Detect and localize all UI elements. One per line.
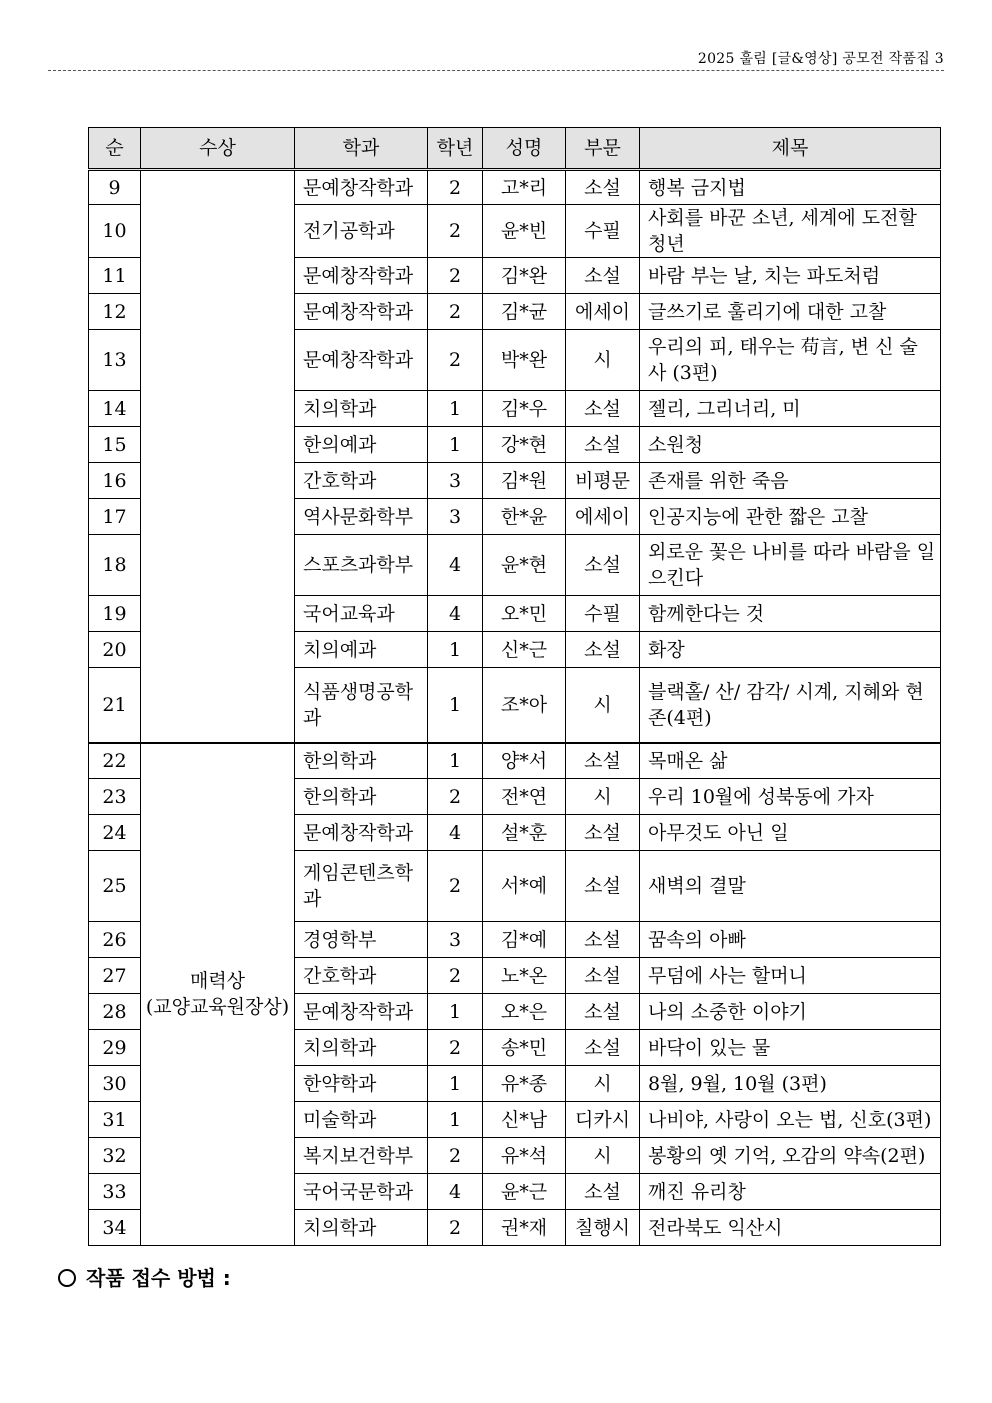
submission-method-heading — [58, 1262, 231, 1291]
cell-grade: 2 — [428, 294, 483, 330]
cell-dept: 게임콘텐츠학과 — [295, 851, 428, 922]
cell-title: 블랙홀/ 산/ 감각/ 시계, 지혜와 현존(4편) — [640, 668, 941, 743]
award-name: 매력상 — [189, 970, 246, 993]
cell-grade: 4 — [428, 815, 483, 851]
cell-genre: 소설 — [566, 958, 640, 994]
cell-grade: 1 — [428, 427, 483, 463]
cell-no: 21 — [89, 668, 141, 743]
cell-genre: 소설 — [566, 1030, 640, 1066]
cell-title: 우리 10월에 성북동에 가자 — [640, 779, 941, 815]
cell-name: 전*연 — [483, 779, 566, 815]
cell-name: 김*완 — [483, 258, 566, 294]
cell-name: 조*아 — [483, 668, 566, 743]
cell-grade: 2 — [428, 330, 483, 391]
cell-grade: 2 — [428, 258, 483, 294]
cell-title: 나의 소중한 이야기 — [640, 994, 941, 1030]
cell-no: 9 — [89, 170, 141, 205]
cell-no: 31 — [89, 1102, 141, 1138]
cell-title: 인공지능에 관한 짧은 고찰 — [640, 499, 941, 535]
cell-no: 29 — [89, 1030, 141, 1066]
cell-dept: 한약학과 — [295, 1066, 428, 1102]
cell-title: 행복 금지법 — [640, 170, 941, 205]
col-header-genre: 부문 — [566, 128, 640, 170]
cell-no: 30 — [89, 1066, 141, 1102]
cell-no: 34 — [89, 1210, 141, 1246]
cell-no: 28 — [89, 994, 141, 1030]
award-cell-group1 — [141, 170, 295, 743]
header-text: 2025 훌림 [글&영상] 공모전 작품집 3 — [697, 51, 944, 67]
cell-name: 권*재 — [483, 1210, 566, 1246]
cell-title: 소원청 — [640, 427, 941, 463]
cell-grade: 2 — [428, 1210, 483, 1246]
cell-dept: 한의학과 — [295, 743, 428, 779]
cell-grade: 1 — [428, 391, 483, 427]
cell-name: 윤*현 — [483, 535, 566, 596]
cell-genre: 소설 — [566, 922, 640, 958]
page-header — [48, 44, 944, 71]
cell-title: 봉황의 옛 기억, 오감의 약속(2편) — [640, 1138, 941, 1174]
cell-dept: 역사문화학부 — [295, 499, 428, 535]
cell-grade: 4 — [428, 1174, 483, 1210]
table-row — [89, 170, 941, 205]
cell-no: 27 — [89, 958, 141, 994]
cell-genre: 수필 — [566, 205, 640, 258]
cell-name: 윤*근 — [483, 1174, 566, 1210]
cell-title: 8월, 9월, 10월 (3편) — [640, 1066, 941, 1102]
cell-title: 함께한다는 것 — [640, 596, 941, 632]
cell-no: 13 — [89, 330, 141, 391]
cell-title: 화장 — [640, 632, 941, 668]
cell-genre: 소설 — [566, 1174, 640, 1210]
cell-name: 노*온 — [483, 958, 566, 994]
cell-title: 깨진 유리창 — [640, 1174, 941, 1210]
cell-name: 신*남 — [483, 1102, 566, 1138]
cell-name: 오*민 — [483, 596, 566, 632]
cell-title: 사회를 바꾼 소년, 세계에 도전할 청년 — [640, 205, 941, 258]
cell-genre: 시 — [566, 1138, 640, 1174]
cell-no: 12 — [89, 294, 141, 330]
cell-no: 19 — [89, 596, 141, 632]
cell-name: 고*리 — [483, 170, 566, 205]
cell-no: 20 — [89, 632, 141, 668]
cell-genre: 칠행시 — [566, 1210, 640, 1246]
cell-name: 윤*빈 — [483, 205, 566, 258]
cell-no: 33 — [89, 1174, 141, 1210]
cell-title: 바람 부는 날, 치는 파도처럼 — [640, 258, 941, 294]
cell-name: 박*완 — [483, 330, 566, 391]
cell-dept: 간호학과 — [295, 958, 428, 994]
cell-title: 전라북도 익산시 — [640, 1210, 941, 1246]
cell-grade: 3 — [428, 499, 483, 535]
cell-title: 아무것도 아닌 일 — [640, 815, 941, 851]
cell-dept: 치의학과 — [295, 391, 428, 427]
cell-genre: 비평문 — [566, 463, 640, 499]
cell-no: 26 — [89, 922, 141, 958]
cell-dept: 문예창작학과 — [295, 815, 428, 851]
col-header-award: 수상 — [141, 128, 295, 170]
table-header-row — [89, 128, 941, 170]
cell-title: 나비야, 사랑이 오는 법, 신호(3편) — [640, 1102, 941, 1138]
cell-genre: 에세이 — [566, 294, 640, 330]
cell-no: 18 — [89, 535, 141, 596]
cell-grade: 3 — [428, 922, 483, 958]
cell-dept: 미술학과 — [295, 1102, 428, 1138]
table-row — [89, 743, 941, 779]
cell-grade: 1 — [428, 1102, 483, 1138]
cell-grade: 2 — [428, 170, 483, 205]
cell-genre: 소설 — [566, 815, 640, 851]
cell-no: 10 — [89, 205, 141, 258]
cell-name: 유*종 — [483, 1066, 566, 1102]
cell-no: 22 — [89, 743, 141, 779]
cell-genre: 시 — [566, 668, 640, 743]
cell-genre: 소설 — [566, 535, 640, 596]
cell-dept: 문예창작학과 — [295, 294, 428, 330]
cell-genre: 소설 — [566, 427, 640, 463]
cell-title: 외로운 꽃은 나비를 따라 바람을 일으킨다 — [640, 535, 941, 596]
cell-no: 14 — [89, 391, 141, 427]
cell-dept: 간호학과 — [295, 463, 428, 499]
cell-no: 11 — [89, 258, 141, 294]
cell-grade: 4 — [428, 535, 483, 596]
cell-title: 꿈속의 아빠 — [640, 922, 941, 958]
cell-name: 한*윤 — [483, 499, 566, 535]
cell-genre: 소설 — [566, 851, 640, 922]
cell-dept: 한의학과 — [295, 779, 428, 815]
cell-no: 17 — [89, 499, 141, 535]
cell-dept: 한의예과 — [295, 427, 428, 463]
cell-name: 서*예 — [483, 851, 566, 922]
cell-dept: 치의예과 — [295, 632, 428, 668]
cell-dept: 문예창작학과 — [295, 170, 428, 205]
cell-grade: 1 — [428, 632, 483, 668]
cell-title: 존재를 위한 죽음 — [640, 463, 941, 499]
cell-genre: 에세이 — [566, 499, 640, 535]
award-subtitle: (교양교육원장상) — [145, 996, 290, 1019]
cell-grade: 2 — [428, 779, 483, 815]
cell-name: 김*균 — [483, 294, 566, 330]
cell-no: 16 — [89, 463, 141, 499]
cell-dept: 스포츠과학부 — [295, 535, 428, 596]
cell-dept: 경영학부 — [295, 922, 428, 958]
cell-grade: 2 — [428, 1138, 483, 1174]
col-header-dept: 학과 — [295, 128, 428, 170]
cell-dept: 국어국문학과 — [295, 1174, 428, 1210]
cell-genre: 소설 — [566, 258, 640, 294]
cell-grade: 1 — [428, 743, 483, 779]
cell-dept: 치의학과 — [295, 1030, 428, 1066]
cell-dept: 문예창작학과 — [295, 258, 428, 294]
cell-genre: 소설 — [566, 170, 640, 205]
cell-title: 새벽의 결말 — [640, 851, 941, 922]
cell-grade: 2 — [428, 205, 483, 258]
circle-bullet-icon — [58, 1269, 76, 1287]
cell-grade: 2 — [428, 1030, 483, 1066]
cell-grade: 1 — [428, 994, 483, 1030]
cell-genre: 수필 — [566, 596, 640, 632]
cell-title: 바닥이 있는 물 — [640, 1030, 941, 1066]
cell-genre: 시 — [566, 1066, 640, 1102]
cell-no: 23 — [89, 779, 141, 815]
cell-grade: 2 — [428, 851, 483, 922]
cell-title: 무덤에 사는 할머니 — [640, 958, 941, 994]
cell-grade: 1 — [428, 668, 483, 743]
cell-genre: 소설 — [566, 994, 640, 1030]
cell-name: 송*민 — [483, 1030, 566, 1066]
cell-genre: 소설 — [566, 391, 640, 427]
cell-title: 젤리, 그리너리, 미 — [640, 391, 941, 427]
col-header-name: 성명 — [483, 128, 566, 170]
cell-grade: 3 — [428, 463, 483, 499]
cell-grade: 4 — [428, 596, 483, 632]
cell-title: 목매온 삶 — [640, 743, 941, 779]
cell-name: 김*원 — [483, 463, 566, 499]
cell-dept: 문예창작학과 — [295, 994, 428, 1030]
cell-name: 김*우 — [483, 391, 566, 427]
cell-genre: 시 — [566, 330, 640, 391]
col-header-no: 순 — [89, 128, 141, 170]
cell-name: 강*현 — [483, 427, 566, 463]
cell-no: 25 — [89, 851, 141, 922]
cell-dept: 식품생명공학과 — [295, 668, 428, 743]
cell-name: 신*근 — [483, 632, 566, 668]
footer-text: 작품 접수 방법 : — [86, 1266, 231, 1290]
cell-dept: 국어교육과 — [295, 596, 428, 632]
cell-name: 양*서 — [483, 743, 566, 779]
col-header-grade: 학년 — [428, 128, 483, 170]
cell-dept: 전기공학과 — [295, 205, 428, 258]
cell-name: 김*예 — [483, 922, 566, 958]
col-header-title: 제목 — [640, 128, 941, 170]
cell-name: 유*석 — [483, 1138, 566, 1174]
cell-grade: 1 — [428, 1066, 483, 1102]
awards-table — [88, 127, 941, 1246]
award-cell-group2 — [141, 743, 295, 1246]
cell-dept: 문예창작학과 — [295, 330, 428, 391]
cell-name: 오*은 — [483, 994, 566, 1030]
cell-grade: 2 — [428, 958, 483, 994]
cell-no: 24 — [89, 815, 141, 851]
cell-genre: 시 — [566, 779, 640, 815]
cell-title: 우리의 피, 태우는 苟言, 변 신 술 사 (3편) — [640, 330, 941, 391]
cell-dept: 복지보건학부 — [295, 1138, 428, 1174]
cell-no: 15 — [89, 427, 141, 463]
cell-name: 설*훈 — [483, 815, 566, 851]
cell-no: 32 — [89, 1138, 141, 1174]
cell-genre: 소설 — [566, 632, 640, 668]
cell-genre: 디카시 — [566, 1102, 640, 1138]
cell-dept: 치의학과 — [295, 1210, 428, 1246]
cell-genre: 소설 — [566, 743, 640, 779]
cell-title: 글쓰기로 훌리기에 대한 고찰 — [640, 294, 941, 330]
